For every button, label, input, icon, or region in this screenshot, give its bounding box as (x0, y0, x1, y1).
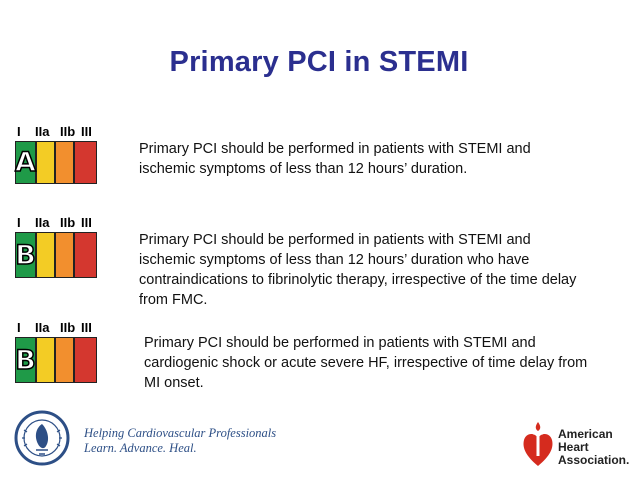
class-label-iia: IIa (35, 215, 50, 230)
recommendation-text-3: Primary PCI should be performed in patients with STEMI and cardiogenic shock or acute severe HF, irrespective of time delay from MI onset. (144, 335, 588, 391)
acc-tagline-line2: Learn. Advance. Heal. (84, 441, 197, 455)
class-label-iib: IIb (60, 320, 76, 335)
class-iii-box (74, 232, 97, 278)
aha-line3: Association. (558, 453, 630, 467)
class-labels (15, 215, 125, 231)
aha-line2: Heart (558, 440, 589, 454)
aha-heart-torch-icon (520, 420, 556, 470)
class-label-i: I (17, 215, 21, 230)
acc-tagline (84, 426, 276, 456)
class-iib-box (55, 232, 74, 278)
class-label-i: I (17, 124, 21, 139)
class-color-boxes (15, 337, 99, 381)
class-label-iia: IIa (35, 124, 50, 139)
class-iia-box (36, 337, 55, 383)
level-of-evidence-badge: B (15, 344, 36, 376)
level-of-evidence-badge: B (15, 239, 36, 271)
slide-title: Primary PCI in STEMI (169, 46, 469, 78)
acc-seal-logo (14, 410, 70, 471)
class-iia-box (36, 232, 55, 278)
class-iii-box (74, 337, 97, 383)
class-color-boxes (15, 232, 99, 276)
recommendation-text-2: Primary PCI should be performed in patients with STEMI and ischemic symptoms of less than 12 hours’ duration who have contraindications to fibrinolytic therapy, irrespective of the time delay from FMC. (139, 232, 577, 308)
class-label-iib: IIb (60, 124, 76, 139)
aha-wordmark (558, 428, 629, 467)
class-labels (15, 124, 125, 140)
level-of-evidence-badge: A (15, 147, 36, 178)
class-labels (15, 320, 125, 336)
class-label-iia: IIa (35, 320, 50, 335)
class-color-boxes (15, 141, 99, 185)
acc-tagline-line1: Helping Cardiovascular Professionals (84, 426, 277, 440)
class-label-iib: IIb (60, 215, 76, 230)
class-label-iii: III (81, 215, 92, 230)
class-label-iii: III (81, 320, 92, 335)
class-iia-box (36, 141, 55, 184)
class-iib-box (55, 141, 74, 184)
class-iib-box (55, 337, 74, 383)
acc-seal-icon (14, 410, 70, 466)
class-label-iii: III (81, 124, 92, 139)
recommendation-text-1: Primary PCI should be performed in patients with STEMI and ischemic symptoms of less than 12 hours’ duration. (139, 141, 531, 177)
class-iii-box (74, 141, 97, 184)
class-label-i: I (17, 320, 21, 335)
aha-line1: American (558, 427, 613, 441)
aha-logo (520, 420, 556, 475)
